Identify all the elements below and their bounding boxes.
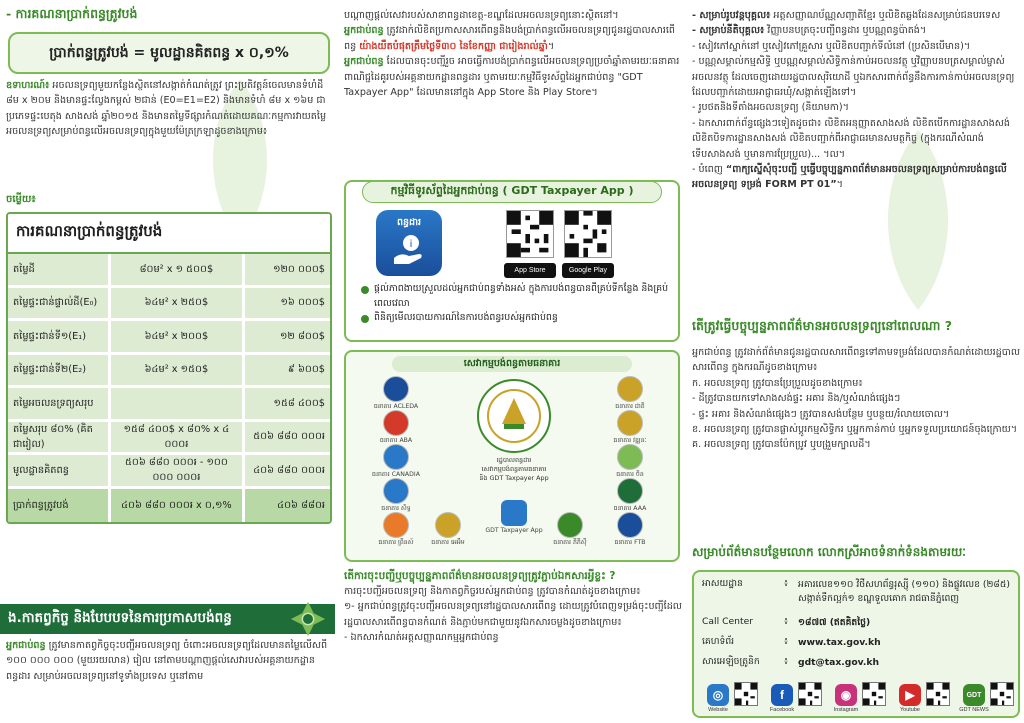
- row-value: ៩ ៦០០$: [287, 364, 325, 376]
- row-label: តម្លៃផ្ទះជាន់ទី១(E₁): [8, 321, 111, 352]
- social-gdt-news-icon[interactable]: GDT: [963, 684, 985, 706]
- ornament-icon: [289, 600, 327, 638]
- bank-item: [358, 376, 434, 411]
- bank-logo-icon: [435, 512, 461, 538]
- document-item: [692, 116, 1018, 162]
- bank-name: ធនាគារ AAA: [613, 505, 647, 512]
- table-row: [8, 288, 330, 322]
- bank-item: [358, 444, 434, 479]
- row-value: ៤០៦ ៨៨០ ០០០៛: [253, 464, 325, 476]
- row-calculation: ៦៤ម² x ២០០$: [111, 321, 245, 352]
- example-label: ឧទាហរណ៍៖: [6, 80, 50, 91]
- bank-item: [592, 410, 668, 445]
- update-question-title: តើត្រូវធ្វើបច្ចុប្បន្នភាពព័ត៌មានអចលនទ្រព្យនៅពេលណា ?: [692, 318, 952, 333]
- bank-item: [592, 512, 668, 547]
- center-caption: [450, 456, 578, 483]
- bank-name: ធនាគារ ភីភីស៊ី: [553, 539, 587, 546]
- document-item: [692, 162, 1018, 193]
- bank-name: ធនាគារ ABA: [379, 437, 413, 444]
- bank-name: ធនាគារ ជាតិ: [615, 403, 645, 410]
- social-website-icon[interactable]: ◎: [707, 684, 729, 706]
- row-value: ១៥៨ ៤០០$: [273, 397, 325, 409]
- row-calculation: ៤០៦ ៨៨០ ០០០៛ x ០,១%: [111, 489, 245, 523]
- qr-pattern-icon: [799, 683, 821, 705]
- row-label: ប្រាក់ពន្ធត្រូវបង់: [8, 489, 111, 523]
- contact-box: [692, 570, 1020, 718]
- document-item-lead: - សម្រាប់នីតិបុគ្គល៖: [692, 25, 765, 37]
- contact-row: [702, 616, 1018, 630]
- row-value: ១២០ ០០០$: [273, 263, 325, 275]
- row-value: ៤០៦ ៨៨០៛: [277, 499, 325, 511]
- hand-coin-icon: [391, 232, 427, 268]
- update-case-item: គ. អចលនទ្រព្យ ត្រូវបានប៉ែកប្រូវ ឬបង្រួមក្បាលដី។: [692, 439, 871, 451]
- document-item-text: វិញ្ញាបនបត្រចុះបញ្ជីពន្ធដារ ឬបណ្ណពន្ធប៉ាតង់។: [764, 25, 927, 37]
- bank-name: ធនាគារ ACLEDA: [373, 403, 419, 410]
- formula-box: ប្រាក់ពន្ធត្រូវបង់ = មូលដ្ឋានគិតពន្ធ x ០,១%: [8, 32, 330, 74]
- document-item-text: អត្តសញ្ញាណប័ណ្ណសញ្ជាតិខ្មែរ ឬលិខិតឆ្លងដែនសម្រាប់ជនបរទេស: [770, 10, 1001, 21]
- document-item: [692, 100, 1018, 115]
- partner-banks-box: [344, 350, 680, 562]
- contact-value: ១៨៧៧ (ឥតគិតថ្លៃ): [798, 617, 871, 628]
- bank-logo-icon: [557, 512, 583, 538]
- gdt-app-mini: [474, 500, 554, 535]
- play-store-qr-code[interactable]: [564, 210, 612, 258]
- bank-name: ធនាគារ CANADIA: [372, 471, 420, 478]
- social-link[interactable]: [826, 684, 866, 713]
- center-caption-line: សេវាកម្មបង់ពន្ធតាមធនាគារ: [481, 465, 547, 473]
- social-label: Youtube: [900, 707, 920, 713]
- table-row: [8, 388, 330, 422]
- social-qr-code[interactable]: [798, 682, 822, 706]
- document-item: [692, 39, 1018, 54]
- social-link[interactable]: [954, 684, 994, 713]
- column-update-info: [688, 0, 1024, 723]
- row-value: ១៦ ០០០$: [280, 297, 325, 309]
- document-item: [692, 8, 1018, 23]
- paragraph-2-end: ។: [547, 40, 555, 52]
- paragraph-1: បណ្ដាញផ្ដល់សេវារបស់សាខាពន្ធដាខេត្ត-ខណ្ឌដែលអចលនទ្រព្យនោះស្ថិតនៅ។: [344, 10, 619, 21]
- gdt-app-mini-icon: [501, 500, 527, 526]
- app-store-qr-code[interactable]: [506, 210, 554, 258]
- social-label: GDT NEWS: [959, 707, 989, 713]
- document-item-text: - សៀវភៅស្នាក់នៅ ឬសៀវភៅគ្រួសារ ឬលិខិតបញ្ជាក់ទីលំនៅ (ប្រសិនបើមាន)។: [692, 40, 971, 52]
- contact-title: សម្រាប់ព័ត៌មានបន្ថែមលោក លោកស្រីអាចទំនាក់ទំនងតាមរយៈ: [692, 545, 966, 559]
- bank-name: ធនាគារ ព្រីនស៍: [378, 539, 414, 546]
- document-item-text: - រូបថតនិងទីតាំងអចលនទ្រព្យ (និយាមកា)។: [692, 102, 849, 114]
- bank-logo-icon: [617, 512, 643, 538]
- contact-row: [702, 578, 1018, 606]
- paragraph-2-text: ត្រូវដាក់លិខិតប្រកាសសារពើពន្ធនិងបង់ប្រាក់ពន្ធលើអចលនទ្រព្យជូនរដ្ឋបាលសារពើពន្ធ: [344, 25, 675, 52]
- paragraph-2: [344, 23, 682, 54]
- app-promo-title: កម្មវិធីទូរស័ព្ទដៃអ្នកជាប់ពន្ធ ( GDT Taxpayer App ): [362, 181, 662, 203]
- row-label: តម្លៃសរុប ៨០% (គិតជារៀល): [8, 422, 111, 453]
- answer-label: ចម្លើយ៖: [6, 194, 36, 205]
- row-value: ៥០៦ ៨៨០ ០០០៛: [253, 431, 325, 443]
- row-value: ១២ ៨០០$: [280, 330, 325, 342]
- row-label: តម្លៃដី: [8, 254, 111, 285]
- section-title-bar: [0, 604, 335, 634]
- contact-key: សារអេឡិចត្រូនិក: [702, 656, 760, 667]
- contact-separator: ៖: [784, 616, 789, 627]
- calculation-table: [6, 212, 332, 524]
- row-calculation: ៨០ម² x ១ ៥០០$: [111, 254, 245, 285]
- social-youtube-icon[interactable]: ▶: [899, 684, 921, 706]
- row-calculation: ៥០៦ ៨៨០ ០០០៛ - ១០០ ០០០ ០០០៛: [111, 455, 245, 486]
- bank-name: ធនាគារ ចិន: [616, 471, 644, 478]
- gdt-app-mini-label: GDT Taxpayer App: [485, 527, 543, 534]
- column-payment: [340, 0, 685, 723]
- social-label: Website: [708, 707, 728, 713]
- obligation-text: ត្រូវមានកាតព្វកិច្ចចុះបញ្ជីអចលនទ្រព្យ ចំពោះអចលនទ្រព្យដែលមានតម្លៃលើសពី ១០០ ០០០ ០០០ (មួយរយលាន) រៀល នៅតាមបណ្ដាញផ្ដល់សេវារបស់អគ្គនាយកដ្ឋានពន្ធដារ សម្រាប់អចលនទ្រព្យនៅទូទាំងប្រទេស ឬនៅតាម: [6, 640, 328, 682]
- contact-separator: ៖: [784, 578, 789, 589]
- paragraph-3-lead: អ្នកជាប់ពន្ធ: [344, 56, 384, 68]
- qr-pattern-icon: [735, 683, 757, 705]
- paragraph-2-lead: អ្នកជាប់ពន្ធ: [344, 25, 384, 37]
- social-link[interactable]: [762, 684, 802, 713]
- table-row: [8, 422, 330, 456]
- social-qr-code[interactable]: [926, 682, 950, 706]
- app-feature-list: [360, 282, 670, 326]
- social-facebook-icon[interactable]: f: [771, 684, 793, 706]
- documents-intro: ការចុះបញ្ជីអចលនទ្រព្យ និងកាតព្វកិច្ចរបស់អ្នកជាប់ពន្ធ ត្រូវបានកំណត់ដូចខាងក្រោម៖: [344, 586, 641, 597]
- documents-step-1: ១- អ្នកជាប់ពន្ធត្រូវចុះបញ្ជីអចលនទ្រព្យនៅរដ្ឋបាលសារពើពន្ធ ដោយត្រូវបំពេញទម្រង់ចុះបញ្ជីដែលរដ្ឋបាលសារពើពន្ធបានកំណត់ និងភ្ជាប់មកជាមួយនូវឯកសារចម្លងដូចខាងក្រោម៖: [344, 601, 682, 628]
- row-label: មូលដ្ឋានគិតពន្ធ: [8, 455, 111, 486]
- table-body: [8, 254, 330, 522]
- qr-pattern-icon: [927, 683, 949, 705]
- paragraph-3: [344, 54, 682, 100]
- update-case-item: - ផ្ទះ អគារ និងសំណង់ផ្សេងៗ ត្រូវបានសង់បន្ថែម ឬបន្ថយ/រំលាយចោល។: [692, 408, 950, 420]
- contact-row: [702, 656, 1018, 670]
- app-icon-label: ពន្ធដារ: [396, 217, 422, 228]
- bank-logo-icon: [617, 444, 643, 470]
- app-feature-item: ពិនិត្យមើលរបាយការណ៍នៃការបង់ពន្ធរបស់អ្នកជាប់ពន្ធ: [360, 311, 670, 326]
- app-feature-item: ផ្ដល់ភាពងាយស្រួលដល់អ្នកជាប់ពន្ធទាំងអស់ ក្នុងការបង់ពន្ធបានពីគ្រប់ទីកន្លែង និងគ្រប់ពេលវេលា: [360, 282, 670, 311]
- document-item-lead: - សម្រាប់រូបវន្តបុគ្គល៖: [692, 10, 771, 21]
- obligation-lead: អ្នកជាប់ពន្ធ: [6, 640, 46, 651]
- bank-logo-icon: [383, 512, 409, 538]
- center-caption-line: និង GDT Taxpayer App: [479, 474, 549, 482]
- update-case-item: - ដីត្រូវបានយកទៅសាងសង់ផ្ទះ អគារ និង/ឬសំណង់ផ្សេងៗ: [692, 393, 901, 405]
- banks-title: សេវាកម្មបង់ពន្ធតាមធនាគារ: [392, 356, 632, 372]
- contact-key: គេហទំព័រ: [702, 636, 735, 647]
- table-row: [8, 489, 330, 523]
- bank-name: ធនាគារ វឌ្ឍនៈ: [613, 437, 647, 444]
- social-link[interactable]: [698, 684, 738, 713]
- social-label: Facebook: [769, 707, 795, 713]
- update-intro: អ្នកជាប់ពន្ធ ត្រូវដាក់ព័ត៌មានជូនរដ្ឋបាលសារពើពន្ធទៅតាមទម្រង់ដែលបានកំណត់ដោយរដ្ឋបាលសារពើពន្ធ ក្នុងករណីដូចខាងក្រោម៖: [692, 347, 1021, 374]
- app-store-badge[interactable]: App Store: [504, 263, 556, 278]
- gdt-app-icon[interactable]: [376, 210, 442, 276]
- social-link[interactable]: [890, 684, 930, 713]
- qr-pattern-icon: [565, 211, 611, 257]
- contact-key: Call Center: [702, 616, 753, 627]
- contact-row: [702, 636, 1018, 650]
- deadline-text: យ៉ាងយឺតបំផុតត្រឹមថ្ងៃទី៣០ នៃខែកញ្ញា ជារៀងរាល់ឆ្នាំ: [359, 40, 548, 52]
- document-item: [692, 23, 1018, 38]
- document-item: [692, 54, 1018, 100]
- center-caption-line: រដ្ឋបាលពន្ធដារ: [496, 456, 532, 464]
- bank-logo-icon: [617, 376, 643, 402]
- social-qr-code[interactable]: [734, 682, 758, 706]
- bank-item: [358, 410, 434, 445]
- row-calculation: [111, 388, 245, 419]
- update-case-item: ក. អចលនទ្រព្យ ត្រូវបានប្រែប្រួលដូចខាងក្រោម៖: [692, 377, 863, 389]
- contact-key: អាសយដ្ឋាន: [702, 578, 743, 589]
- update-question-body: [692, 345, 1020, 453]
- bank-logo-icon: [383, 478, 409, 504]
- document-item-text: - ឯកសារពាក់ព័ន្ធផ្សេងៗទៀតដូចជា៖ លិខិតអនុញ្ញាតសាងសង់ លិខិតបើកការដ្ឋានសាងសង់ លិខិតបិទការដ្ឋានសាងសង់ លិខិតបញ្ជាក់ពីអាជ្ញាធរមានសមត្ថកិច្ច (ក្នុងករណីសំណង់ទើបសាងសង់ ឬមានការប្រែប្រួល)... ។ល។: [692, 117, 1010, 160]
- row-label: តម្លៃអចលនទ្រព្យសរុប: [8, 388, 111, 419]
- table-row: [8, 455, 330, 489]
- documents-question-section: [344, 568, 682, 646]
- bank-logo-icon: [383, 444, 409, 470]
- row-calculation: ៦៤ម² x ១៥០$: [111, 355, 245, 386]
- app-promo-box: [344, 180, 680, 342]
- contact-value: អគារលេខ១១០ វិថីសហព័ន្ធរុស្ស៊ី (១១០) និងផ្លូវលេខ (២៨៥) សង្កាត់ទឹកល្អក់១ ខណ្ឌទួលគោក រាជធានីភ្នំពេញ: [798, 579, 1011, 604]
- example-paragraph: [6, 78, 330, 140]
- google-play-badge[interactable]: Google Play: [562, 263, 614, 278]
- bank-logo-icon: [383, 376, 409, 402]
- contact-value[interactable]: www.tax.gov.kh: [798, 637, 881, 648]
- column-tax-calculation: [0, 0, 335, 723]
- row-calculation: ១៥៨ ៤០០$ x ៨០% x ៤ ០០០៛: [111, 422, 245, 453]
- bank-logo-icon: [617, 478, 643, 504]
- table-title: ការគណនាប្រាក់ពន្ធត្រូវបង់: [8, 214, 330, 254]
- social-label: Instagram: [833, 707, 859, 713]
- update-case-item: ខ. អចលនទ្រព្យ ត្រូវបានផ្លាស់ប្ដូរកម្មសិទ្ធិករ ឬអ្នកកាន់កាប់ ឬអ្នកទទួលប្រយោជន៍ចុងក្រោយ។: [692, 424, 1018, 436]
- social-instagram-icon[interactable]: ◉: [835, 684, 857, 706]
- document-item-form: “ពាក្យស្នើសុំចុះបញ្ជី ឬធ្វើបច្ចុប្បន្នភាពព័ត៌មានអចលនទ្រព្យសម្រាប់ការបង់ពន្ធលើអចលនទ្រព្យ ទម្រង់ FORM PT 01”: [692, 164, 1007, 191]
- section-title: ង.កាតព្វកិច្ច និងបែបបទនៃការប្រកាសបង់ពន្ធ: [8, 610, 232, 626]
- table-row: [8, 321, 330, 355]
- required-documents-list: [692, 8, 1018, 193]
- contact-separator: ៖: [784, 656, 789, 667]
- document-item-end: ។: [836, 179, 843, 191]
- obligation-paragraph: [6, 638, 332, 684]
- update-cases-list: [692, 376, 1020, 453]
- row-label: តម្លៃផ្ទះជាន់ផ្ទាល់ដី(E₀): [8, 288, 111, 319]
- document-item-text: - បំពេញ: [692, 164, 726, 176]
- bank-item: [358, 478, 434, 513]
- paragraph-3-text: ដែលបានចុះបញ្ជីរួច អាចធ្វើការបង់ប្រាក់ពន្ធលើអចលនទ្រព្យប្រចាំឆ្នាំតាមរយៈធនាគារពាណិជ្ជដៃគូរបស់អគ្គនាយកដ្ឋានពន្ធដារ ឬតាមរយៈកម្មវិធីទូរស័ព្ទដៃអ្នកជាប់ពន្ធ "GDT Taxpayer App" ដែលមាននៅក្នុង App Store និង Play Store។: [344, 56, 680, 99]
- gdt-seal-icon: [474, 376, 554, 456]
- qr-pattern-icon: [507, 211, 553, 257]
- bank-item: [420, 512, 476, 547]
- payment-paragraphs: [344, 8, 682, 100]
- table-row: [8, 355, 330, 389]
- social-qr-code[interactable]: [862, 682, 886, 706]
- row-label: តម្លៃផ្ទះជាន់ទី២(E₂): [8, 355, 111, 386]
- bank-name: ធនាគារ អេអឹម: [431, 539, 465, 546]
- documents-question-title: តើការចុះបញ្ជីឬបច្ចុប្បន្នភាពព័ត៌មានអចលនទ្រព្យត្រូវភ្ជាប់ឯកសារអ្វីខ្លះ ?: [344, 570, 616, 582]
- social-qr-code[interactable]: [990, 682, 1014, 706]
- contact-value[interactable]: gdt@tax.gov.kh: [798, 657, 880, 668]
- contact-separator: ៖: [784, 636, 789, 647]
- bank-name: ធនាគារ សិទ្ធ: [381, 505, 411, 512]
- qr-pattern-icon: [991, 683, 1013, 705]
- bank-item: [592, 376, 668, 411]
- bank-name: ធនាគារ FTB: [614, 539, 646, 546]
- bank-logo-icon: [383, 410, 409, 436]
- calculation-heading: - ការគណនាប្រាក់ពន្ធត្រូវបង់: [6, 6, 138, 21]
- bank-logo-icon: [617, 410, 643, 436]
- document-item-text: - បណ្ណសម្គាល់កម្មសិទ្ធិ ឬបណ្ណសម្គាល់សិទ្ធិកាន់កាប់អចលនវត្ថុ ឬវិញ្ញាបនបត្រសម្គាល់ម្ចាស់អចលនវត្ថុ ដែលចេញដោយរដ្ឋបាលសុរិយោដី ឬឯកសារពាក់ព័ន្ធនឹងការកាន់កាប់អចលនទ្រព្យ ដែលបញ្ជាក់ដោយអាជ្ញាធរឃុំ/សង្កាត់ឡើងទៅ។: [692, 56, 1015, 99]
- bank-item: [592, 444, 668, 479]
- qr-pattern-icon: [863, 683, 885, 705]
- documents-item-id: - ឯកសារកំណត់អត្តសញ្ញាណកម្មអ្នកជាប់ពន្ធ: [344, 632, 499, 644]
- table-row: [8, 254, 330, 288]
- example-text: អចលនទ្រព្យមួយកន្លែងស្ថិតនៅសង្កាត់កំណត់ត្រូវ ព្រះប្រតិវត្តន៍ចេលមានទំហំដី ៨ម x ២០ម និងមានផ្ទះល្វែងកម្ពស់ ២ជាន់ (E0=E1=E2) និងមានទំហំ ៨ម x ១៦ម ជាប្រភេទផ្ទះបេតុង សាងសង់ ឆ្នាំ២០១៥ និងមានតម្លៃទីផ្សារកំណត់ដោយគណៈកម្មការវាយតម្លៃអចលនទ្រព្យសម្រាប់ពន្ធលើអចលនទ្រព្យក្នុងមួយម៉ែត្រក្រឡាដូចខាងក្រោម៖: [6, 80, 327, 138]
- bank-item: [592, 478, 668, 513]
- svg-text:i: i: [409, 239, 413, 250]
- row-calculation: ៦៤ម² x ២៥០$: [111, 288, 245, 319]
